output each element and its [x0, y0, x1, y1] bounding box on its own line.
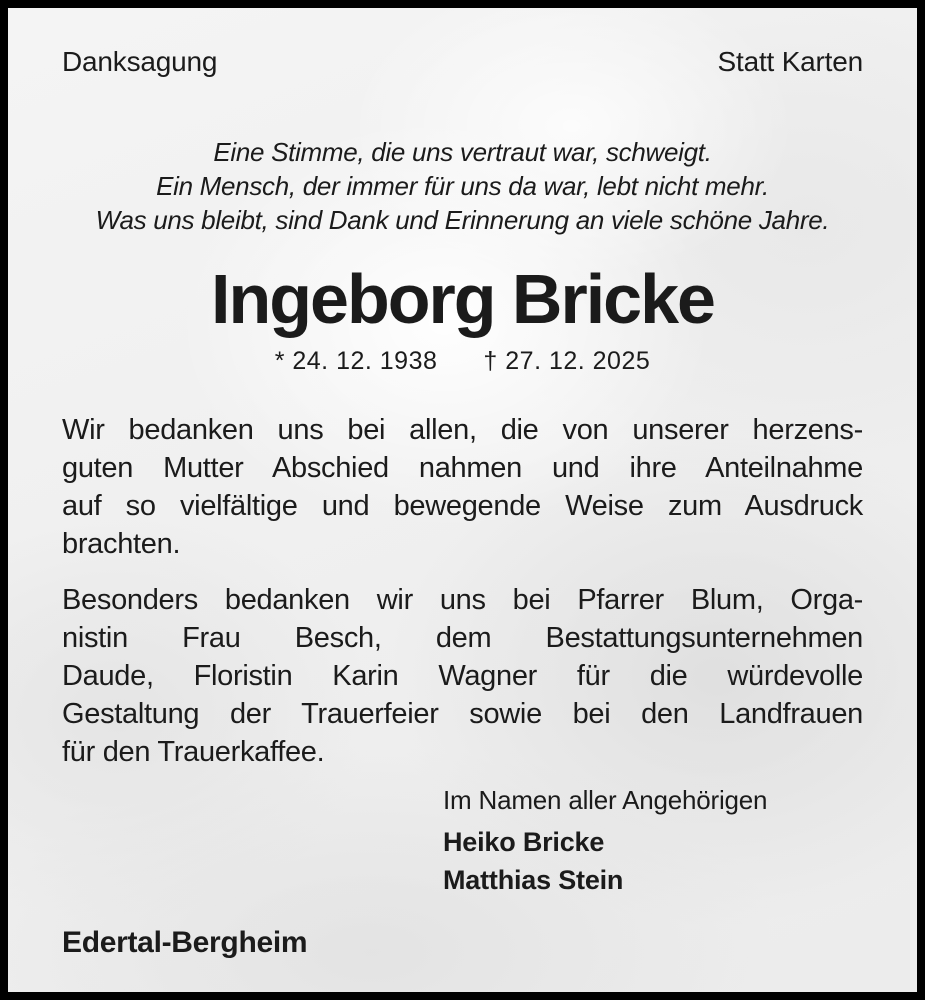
paragraph-line: für den Trauerkaffee. — [62, 736, 325, 768]
mourner-name: Heiko Bricke — [443, 827, 605, 857]
life-dates — [62, 345, 863, 377]
verse-line: Ein Mensch, der immer für uns da war, lebt nicht mehr. — [156, 171, 769, 201]
death-date: † 27. 12. 2025 — [483, 347, 651, 375]
paragraph-line: Gestaltung der Trauerfeier sowie bei den Landfrauen — [62, 698, 863, 730]
special-thanks-paragraph — [62, 581, 863, 771]
paragraph-line: brachten. — [62, 528, 181, 560]
closing-line: Im Namen aller Angehörigen — [443, 785, 768, 815]
paragraph-line: Daude, Floristin Karin Wagner für die würdevolle — [62, 660, 863, 692]
paragraph-line: Wir bedanken uns bei allen, die von unserer herzens- — [62, 414, 863, 446]
notice-header — [62, 45, 863, 79]
location-label: Edertal-Bergheim — [62, 926, 308, 959]
statt-karten-label: Statt Karten — [717, 46, 863, 77]
closing-block — [443, 783, 863, 899]
mourner-name: Matthias Stein — [443, 865, 624, 895]
paragraph-line: nistin Frau Besch, dem Bestattungsunternehmen — [62, 622, 863, 654]
deceased-name: Ingeborg Bricke — [211, 260, 714, 338]
notice-type-label: Danksagung — [62, 46, 218, 77]
mourners-list — [443, 823, 863, 899]
paragraph-line: Besonders bedanken wir uns bei Pfarrer Blum, Orga- — [62, 584, 863, 616]
thanks-paragraph — [62, 411, 863, 563]
birth-date: * 24. 12. 1938 — [274, 347, 438, 375]
memorial-verse — [62, 135, 863, 237]
paragraph-line: guten Mutter Abschied nahmen und ihre Anteilnahme — [62, 452, 863, 484]
verse-line: Was uns bleibt, sind Dank und Erinnerung an viele schöne Jahre. — [95, 205, 830, 235]
paragraph-line: auf so vielfältige und bewegende Weise zum Ausdruck — [62, 490, 863, 522]
verse-line: Eine Stimme, die uns vertraut war, schweigt. — [213, 137, 712, 167]
